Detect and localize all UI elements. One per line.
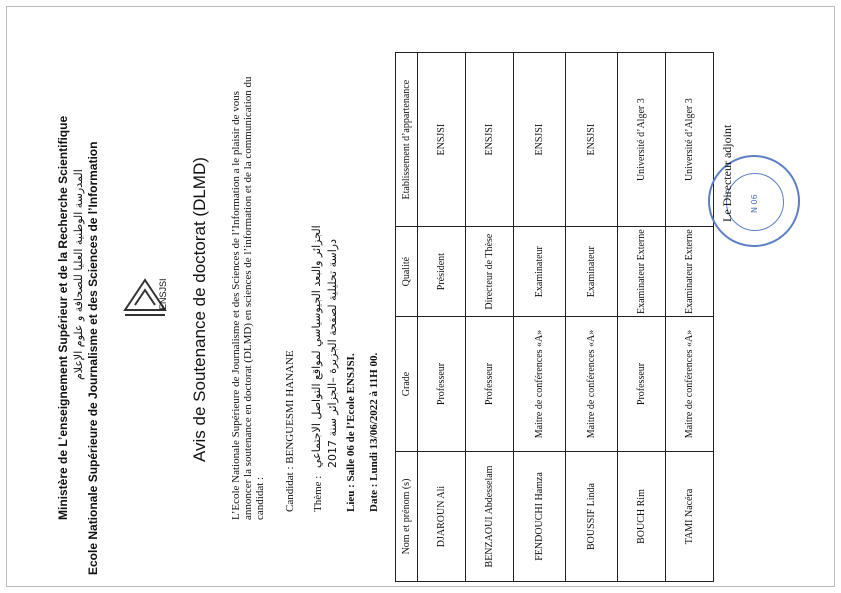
table-row xyxy=(566,53,618,582)
cell-institution: ENSJSI xyxy=(514,53,566,227)
col-header-grade: Grade xyxy=(396,317,418,452)
table-row xyxy=(618,53,666,582)
cell-institution: ENSJSI xyxy=(566,53,618,227)
cell-grade: Maitre de conférences «A» xyxy=(666,317,714,452)
theme-label: Thème : xyxy=(312,475,324,512)
school-line: Ecole Nationale Supérieure de Journalisme et des Sciences de l’Information xyxy=(86,141,100,575)
cell-name: TAMI Nacéra xyxy=(666,452,714,582)
arabic-school-line: المدرسة الوطنية العليا للصحافة و علوم الإعلام xyxy=(72,169,85,380)
cell-institution: ENSJSI xyxy=(418,53,466,227)
cell-name: BENZAOUI Abdesselam xyxy=(466,452,514,582)
cell-grade: Maitre de conférences «A» xyxy=(566,317,618,452)
cell-grade: Maitre de conférences «A» xyxy=(514,317,566,452)
cell-name: FENDOUCHI Hamza xyxy=(514,452,566,582)
table-row xyxy=(666,53,714,582)
col-header-name: Nom et prénom (s) xyxy=(396,452,418,582)
logo-text: ENSJSI xyxy=(158,278,168,310)
cell-name: DJAROUN Ali xyxy=(418,452,466,582)
candidate-line: Candidat : BENGUESMI HANANE xyxy=(284,350,296,512)
table-header-row xyxy=(396,53,418,582)
cell-grade: Professeur xyxy=(466,317,514,452)
date-line: Date : Lundi 13/06/2022 à 11H 00. xyxy=(368,352,380,512)
cell-institution: Université d’Alger 3 xyxy=(618,53,666,227)
cell-grade: Professeur xyxy=(418,317,466,452)
cell-grade: Professeur xyxy=(618,317,666,452)
cell-role: Examinateur xyxy=(514,227,566,317)
cell-name: BOUSSIF Linda xyxy=(566,452,618,582)
table-row xyxy=(466,53,514,582)
ministry-line: Ministère de L’enseignement Supérieur et de la Recherche Scientifique xyxy=(56,115,70,520)
cell-name: BOUCH Rim xyxy=(618,452,666,582)
table-row xyxy=(418,53,466,582)
cell-institution: ENSJSI xyxy=(466,53,514,227)
col-header-role: Qualité xyxy=(396,227,418,317)
venue-line: Lieu : Salle 06 de l’Ecole ENSJSI. xyxy=(345,353,357,512)
stamp-number: N 06 xyxy=(750,194,759,213)
cell-role: Président xyxy=(418,227,466,317)
signature-label: Le Directeur adjoint xyxy=(720,124,734,222)
theme-line-2: دراسة تحليلية لصفحة الجزيرة –الجزائر سنة 2017 xyxy=(326,239,339,468)
cell-institution: Université d’Alger 3 xyxy=(666,53,714,227)
theme-line-1: الجزائر والبعد الجيوسياسي لمواقع التواصل الاجتماعي xyxy=(310,225,323,468)
page-title: Avis de Soutenance de doctorat (DLMD) xyxy=(190,157,209,462)
cell-role: Examinateur Externe xyxy=(618,227,666,317)
cell-role: Examinateur Externe xyxy=(666,227,714,317)
table-row xyxy=(514,53,566,582)
intro-paragraph: L’Ecole Nationale Supérieure de Journalisme et des Sciences de l’Information a le plaisir de vous annoncer la soutenance en doctorat (DLMD) en sciences de l’information et de la communication du candidat : xyxy=(230,76,266,520)
col-header-institution: Etablissement d’appartenance xyxy=(396,53,418,227)
jury-table xyxy=(395,52,714,582)
cell-role: Examinateur xyxy=(566,227,618,317)
cell-role: Directeur de Thèse xyxy=(466,227,514,317)
